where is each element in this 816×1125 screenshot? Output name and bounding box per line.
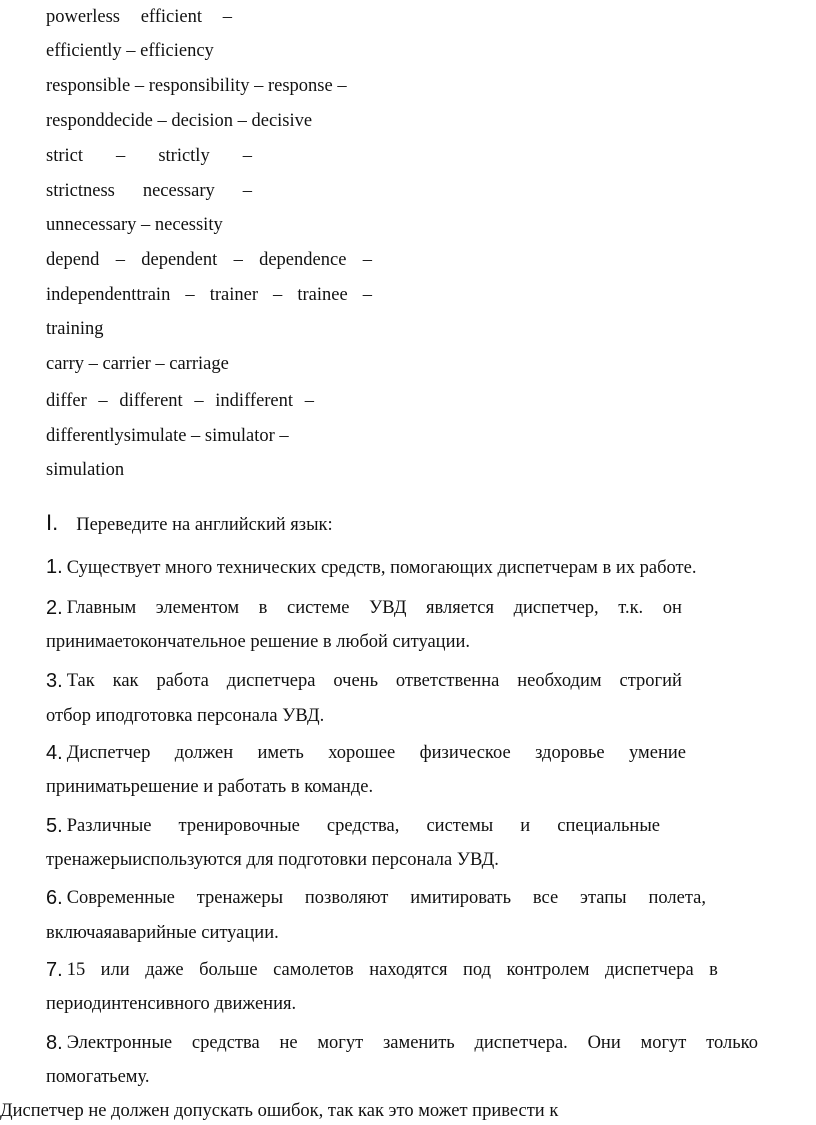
- sentence-word: он: [662, 598, 682, 618]
- sentence-word: контролем: [506, 960, 590, 980]
- sentence-word: системы: [426, 816, 494, 836]
- sentence-word: в: [709, 960, 718, 980]
- sentence-word: строгий: [619, 671, 682, 691]
- sentence-2-line-1: [46, 597, 682, 619]
- sentence-number: 2.: [46, 597, 63, 619]
- sentence-word: Электронные: [66, 1033, 173, 1053]
- vocab-word: powerless: [46, 7, 120, 27]
- sentence-word: необходим: [517, 671, 602, 691]
- sentence-number: 6.: [46, 887, 63, 909]
- sentence-word: тренажеры: [196, 888, 284, 908]
- sentence-words: [67, 670, 682, 692]
- vocab-line-13: differentlysimulate – simulator –: [46, 426, 289, 446]
- sentence-word: здоровье: [535, 743, 605, 763]
- vocab-line-5: [46, 145, 252, 167]
- sentence-5-line-1: [46, 815, 660, 837]
- vocab-word: dependence: [259, 250, 347, 270]
- sentence-word: умение: [629, 743, 686, 763]
- sentence-word: и: [520, 816, 531, 836]
- sentence-words: [67, 887, 706, 909]
- vocab-line-7: unnecessary – necessity: [46, 215, 223, 235]
- sentence-word: 15: [66, 960, 86, 980]
- sentence-word: самолетов: [273, 960, 354, 980]
- sentence-4-line-1: [46, 742, 686, 764]
- sentence-number: 7.: [46, 959, 63, 981]
- sentence-2-line-2: принимаетокончательное решение в любой ситуации.: [46, 632, 471, 652]
- sentence-word: диспетчера: [604, 960, 694, 980]
- vocab-word: –: [185, 285, 195, 305]
- sentence-number: 1.: [46, 556, 63, 578]
- vocab-line-1: [46, 6, 232, 28]
- sentence-7-line-2: периодинтенсивного движения.: [46, 994, 297, 1014]
- vocab-line-11: carry – carrier – carriage: [46, 354, 229, 374]
- vocab-line-3: responsible – responsibility – response –: [46, 76, 347, 96]
- vocab-word: trainee: [297, 285, 348, 305]
- vocab-word: –: [242, 146, 252, 166]
- sentence-number: 5.: [46, 815, 63, 837]
- vocab-word: –: [233, 250, 243, 270]
- sentence-word: средства: [191, 1033, 260, 1053]
- vocab-word: –: [242, 181, 252, 201]
- vocab-word: strictness: [46, 181, 115, 201]
- sentence-word: как: [112, 671, 139, 691]
- sentence-3-line-1: [46, 670, 682, 692]
- sentence-number: 8.: [46, 1032, 63, 1054]
- vocab-word: –: [362, 285, 372, 305]
- sentence-8-line-2: помогатьему.: [46, 1067, 150, 1087]
- sentence-word: полета,: [648, 888, 706, 908]
- sentence-word: не: [279, 1033, 298, 1053]
- sentence-word: диспетчера: [226, 671, 316, 691]
- vocab-word: –: [115, 250, 125, 270]
- sentence-word: ответственна: [395, 671, 500, 691]
- vocab-line-14: simulation: [46, 460, 125, 480]
- sentence-4-line-2: приниматьрешение и работать в команде.: [46, 777, 374, 797]
- sentence-word: позволяют: [304, 888, 389, 908]
- sentence-number: 3.: [46, 670, 63, 692]
- sentence-7-line-1: [46, 959, 718, 981]
- vocab-word: –: [98, 391, 108, 411]
- trailing-paragraph: Диспетчер не должен допускать ошибок, так как это может привести к: [0, 1101, 559, 1121]
- sentence-word: Современные: [66, 888, 175, 908]
- vocab-line-10: training: [46, 319, 104, 339]
- sentence-word: только: [706, 1033, 758, 1053]
- sentence-word: находятся: [369, 960, 448, 980]
- sentence-word: Различные: [66, 816, 152, 836]
- sentence-word: тренировочные: [178, 816, 300, 836]
- vocab-word: strictly: [158, 146, 210, 166]
- vocab-line-2: efficiently – efficiency: [46, 41, 214, 61]
- sentence-word: системе: [286, 598, 350, 618]
- vocab-word-group: [136, 284, 372, 306]
- sentence-word: Диспетчер: [66, 743, 151, 763]
- sentence-word: УВД: [369, 598, 407, 618]
- vocab-line-4: responddecide – decision – decisive: [46, 111, 313, 131]
- vocab-line-9: [46, 284, 372, 306]
- vocab-word: depend: [46, 250, 100, 270]
- sentence-word: Так: [66, 671, 95, 691]
- vocab-word: efficient: [140, 7, 203, 27]
- sentence-word: могут: [640, 1033, 687, 1053]
- vocab-word: –: [116, 146, 126, 166]
- vocab-word: –: [273, 285, 283, 305]
- vocab-word: indifferent: [215, 391, 294, 411]
- sentence-words: [67, 742, 686, 764]
- sentence-words: [67, 959, 718, 981]
- sentence-word: элементом: [155, 598, 240, 618]
- vocab-line-12: [46, 390, 314, 412]
- sentence-text: Существует много технических средств, помогающих диспетчерам в их работе.: [66, 558, 697, 578]
- vocab-word: independent: [46, 285, 137, 305]
- sentence-word: т.к.: [618, 598, 644, 618]
- sentence-word: могут: [317, 1033, 364, 1053]
- sentence-3-line-2: отбор иподготовка персонала УВД.: [46, 706, 325, 726]
- sentence-word: должен: [174, 743, 234, 763]
- sentence-word: специальные: [557, 816, 660, 836]
- sentence-word: работа: [156, 671, 209, 691]
- vocab-line-8: [46, 249, 372, 271]
- sentence-word: иметь: [257, 743, 304, 763]
- sentence-word: диспетчер,: [513, 598, 599, 618]
- sentence-word: под: [463, 960, 492, 980]
- vocab-word: –: [362, 250, 372, 270]
- vocab-line-6: [46, 180, 252, 202]
- sentence-word: в: [258, 598, 268, 618]
- vocab-word: dependent: [141, 250, 218, 270]
- vocab-word: differ: [46, 391, 87, 411]
- sentence-8-line-1: [46, 1032, 758, 1054]
- section-heading: [46, 512, 333, 536]
- sentence-word: заменить: [382, 1033, 455, 1053]
- vocab-word: –: [304, 391, 314, 411]
- sentence-word: Они: [587, 1033, 621, 1053]
- sentence-6-line-2: включаяаварийные ситуации.: [46, 923, 279, 943]
- sentence-words: [67, 815, 660, 837]
- section-title: Переведите на английский язык:: [76, 515, 333, 535]
- sentence-6-line-1: [46, 887, 706, 909]
- vocab-word: trainer: [209, 285, 258, 305]
- vocab-word: –: [194, 391, 204, 411]
- sentence-words: [67, 597, 682, 619]
- vocab-word: train: [136, 285, 171, 305]
- sentence-word: или: [100, 960, 130, 980]
- sentence-word: физическое: [419, 743, 511, 763]
- sentence-words: [67, 1032, 758, 1054]
- vocab-word: necessary: [142, 181, 215, 201]
- section-number: I.: [46, 510, 59, 535]
- sentence-word: все: [532, 888, 559, 908]
- sentence-word: является: [426, 598, 494, 618]
- sentence-word: диспетчера.: [474, 1033, 568, 1053]
- vocab-word: different: [119, 391, 183, 411]
- sentence-number: 4.: [46, 742, 63, 764]
- vocab-word: strict: [46, 146, 83, 166]
- sentence-word: даже: [145, 960, 184, 980]
- sentence-word: этапы: [580, 888, 627, 908]
- sentence-5-line-2: тренажерыиспользуются для подготовки персонала УВД.: [46, 850, 499, 870]
- sentence-word: средства,: [326, 816, 400, 836]
- sentence-word: очень: [333, 671, 379, 691]
- sentence-word: хорошее: [328, 743, 396, 763]
- sentence-1: [46, 556, 696, 579]
- sentence-word: Главным: [66, 598, 137, 618]
- sentence-word: больше: [199, 960, 258, 980]
- sentence-word: имитировать: [410, 888, 512, 908]
- vocab-word: –: [222, 7, 232, 27]
